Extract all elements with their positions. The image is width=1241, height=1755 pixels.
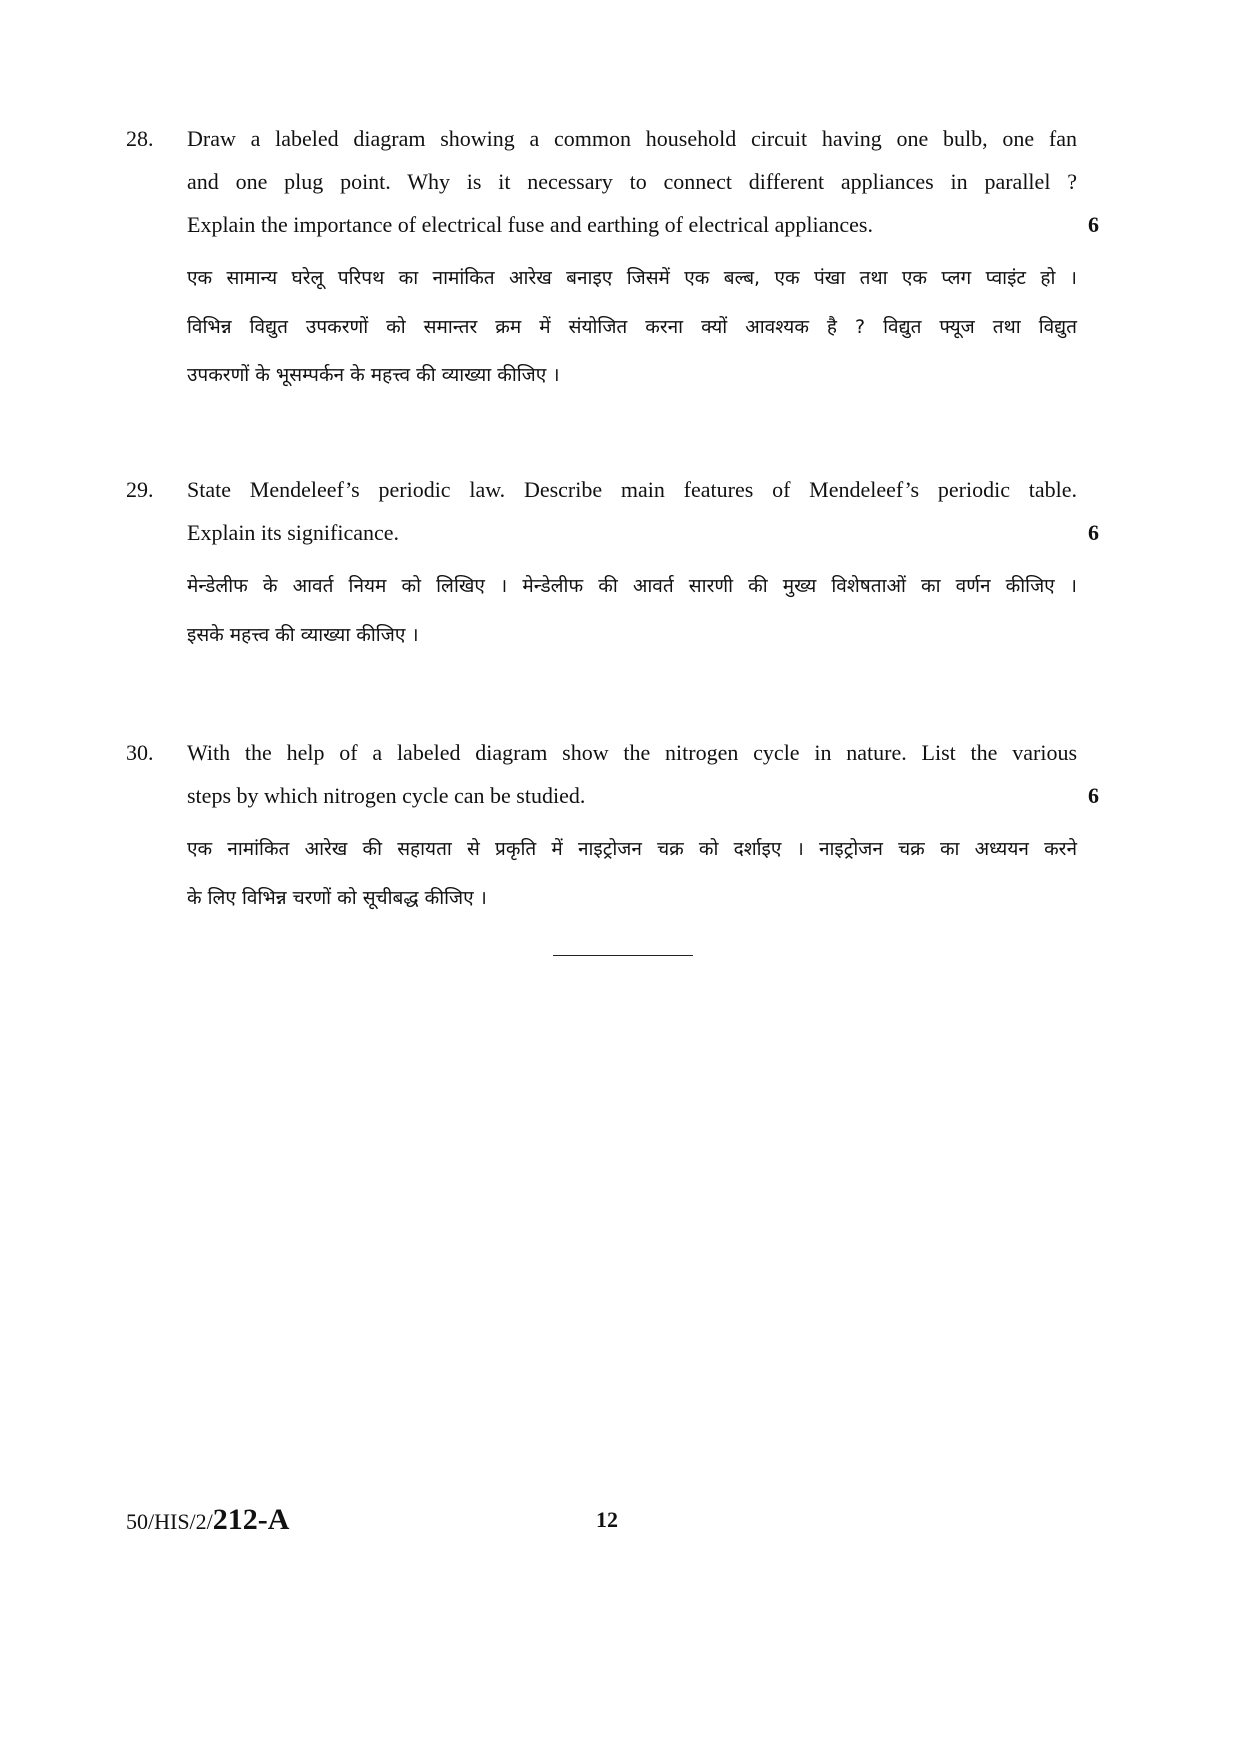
question-text-hi-line: उपकरणों के भूसम्पर्कन के महत्त्व की व्याख्या कीजिए । — [187, 364, 560, 386]
paper-code-main: 212-A — [212, 1503, 290, 1536]
question-text-en-line: steps by which nitrogen cycle can be studied. — [187, 783, 586, 808]
question-text-hi-line: मेन्डेलीफ के आवर्त नियम को लिखिए । मेन्डेलीफ की आवर्त सारणी की मुख्य विशेषताओं का वर्णन कीजिए । — [187, 575, 1077, 597]
page-number: 12 — [596, 1507, 618, 1532]
question-text-en-line: Draw a labeled diagram showing a common household circuit having one bulb, one fan — [187, 126, 1077, 151]
question-text-en-line: With the help of a labeled diagram show the nitrogen cycle in nature. List the various — [187, 740, 1077, 765]
question-number: 29. — [126, 477, 154, 502]
paper-code-prefix: 50/HIS/2/ — [126, 1509, 213, 1534]
question-number: 30. — [126, 740, 154, 765]
question-number: 28. — [126, 126, 154, 151]
question-text-hi-line: एक सामान्य घरेलू परिपथ का नामांकित आरेख बनाइए जिसमें एक बल्ब, एक पंखा तथा एक प्लग प्वाइंट हो । — [187, 267, 1077, 289]
question-text-en-line: State Mendeleef’s periodic law. Describe main features of Mendeleef’s periodic table. — [187, 477, 1077, 502]
question-text-en-line: Explain its significance. — [187, 520, 399, 545]
question-text-hi-line: इसके महत्त्व की व्याख्या कीजिए । — [187, 624, 419, 646]
question-marks: 6 — [1088, 520, 1099, 545]
question-text-hi-line: विभिन्न विद्युत उपकरणों को समान्तर क्रम में संयोजित करना क्यों आवश्यक है ? विद्युत फ्यूज तथा विद्युत — [187, 316, 1077, 338]
question-marks: 6 — [1088, 783, 1099, 808]
question-marks: 6 — [1088, 212, 1099, 237]
question-text-hi-line: के लिए विभिन्न चरणों को सूचीबद्ध कीजिए । — [187, 887, 487, 909]
paper-code — [126, 1502, 289, 1540]
question-text-hi-line: एक नामांकित आरेख की सहायता से प्रकृति में नाइट्रोजन चक्र को दर्शाइए । नाइट्रोजन चक्र का अध्ययन करने — [187, 838, 1077, 860]
end-of-paper-rule — [553, 955, 693, 956]
question-text-en-line: Explain the importance of electrical fuse and earthing of electrical appliances. — [187, 212, 873, 237]
question-text-en-line: and one plug point. Why is it necessary to connect different appliances in parallel ? — [187, 169, 1077, 194]
